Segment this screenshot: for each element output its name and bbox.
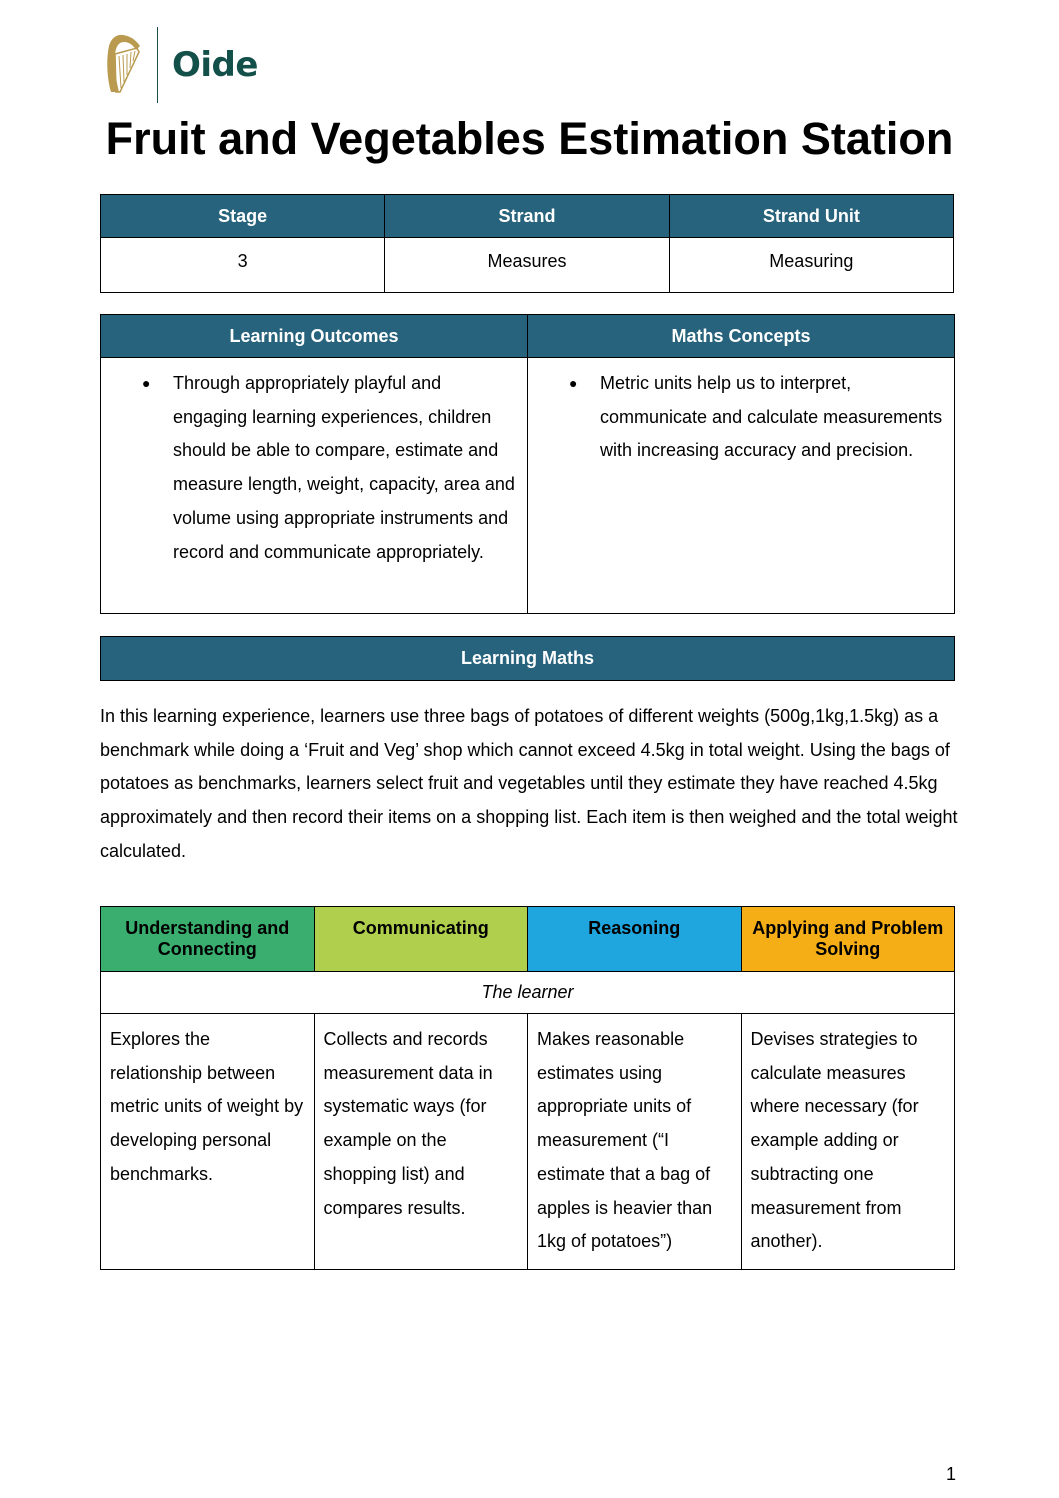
- learning-outcomes-text: Through appropriately playful and engaging learning experiences, children should be able to compare, estimate and measure length, weight, capacity, area and volume using appropriate instruments and record and communicate appropriately.: [173, 373, 515, 562]
- bullet-icon: ●: [569, 375, 578, 391]
- stage-value: 3: [101, 238, 385, 293]
- stage-header: Stage: [101, 195, 385, 238]
- maths-concepts-text: Metric units help us to interpret, communicate and calculate measurements with increasing accuracy and precision.: [600, 373, 943, 461]
- harp-icon: [103, 30, 145, 100]
- logo-text: Oide: [172, 45, 258, 85]
- communicating-header: Communicating: [314, 907, 528, 972]
- applying-problem-solving-header: Applying and Problem Solving: [741, 907, 955, 972]
- learning-maths-header: Learning Maths: [101, 637, 955, 681]
- understanding-connecting-header: Understanding and Connecting: [101, 907, 315, 972]
- understanding-connecting-cell: Explores the relationship between metric units of weight by developing personal benchmarks.: [101, 1014, 315, 1270]
- learning-outcomes-header: Learning Outcomes: [101, 315, 528, 358]
- strand-unit-value: Measuring: [669, 238, 953, 293]
- strand-value: Measures: [385, 238, 669, 293]
- learning-maths-banner: [100, 636, 955, 681]
- strand-unit-header: Strand Unit: [669, 195, 953, 238]
- stage-table: [100, 194, 954, 293]
- learning-outcomes-cell: [101, 358, 528, 614]
- learner-subheader: The learner: [101, 972, 955, 1014]
- maths-concepts-header: Maths Concepts: [528, 315, 955, 358]
- learning-maths-paragraph: In this learning experience, learners use three bags of potatoes of different weights (500g,1kg,1.5kg) as a benchmark while doing a ‘Fruit and Veg’ shop which cannot exceed 4.5kg in total weight. Using the bags of potatoes as benchmarks, learners select fruit and vegetables until they estimate they have reached 4.5kg approximately and then record their items on a shopping list. Each item is then weighed and the total weight calculated.: [100, 706, 958, 861]
- reasoning-header: Reasoning: [528, 907, 742, 972]
- oide-logo: [103, 26, 258, 104]
- maths-concepts-cell: [528, 358, 955, 614]
- competencies-table: [100, 906, 955, 1270]
- outcomes-table: [100, 314, 955, 614]
- page-number: 1: [946, 1464, 957, 1484]
- bullet-icon: ●: [142, 375, 151, 391]
- communicating-cell: Collects and records measurement data in systematic ways (for example on the shopping list) and compares results.: [314, 1014, 528, 1270]
- logo-divider: [157, 27, 158, 103]
- page-title: Fruit and Vegetables Estimation Station: [105, 113, 954, 164]
- strand-header: Strand: [385, 195, 669, 238]
- reasoning-cell: Makes reasonable estimates using appropriate units of measurement (“I estimate that a bag of apples is heavier than 1kg of potatoes”): [528, 1014, 742, 1270]
- applying-problem-solving-cell: Devises strategies to calculate measures where necessary (for example adding or subtracting one measurement from another).: [741, 1014, 955, 1270]
